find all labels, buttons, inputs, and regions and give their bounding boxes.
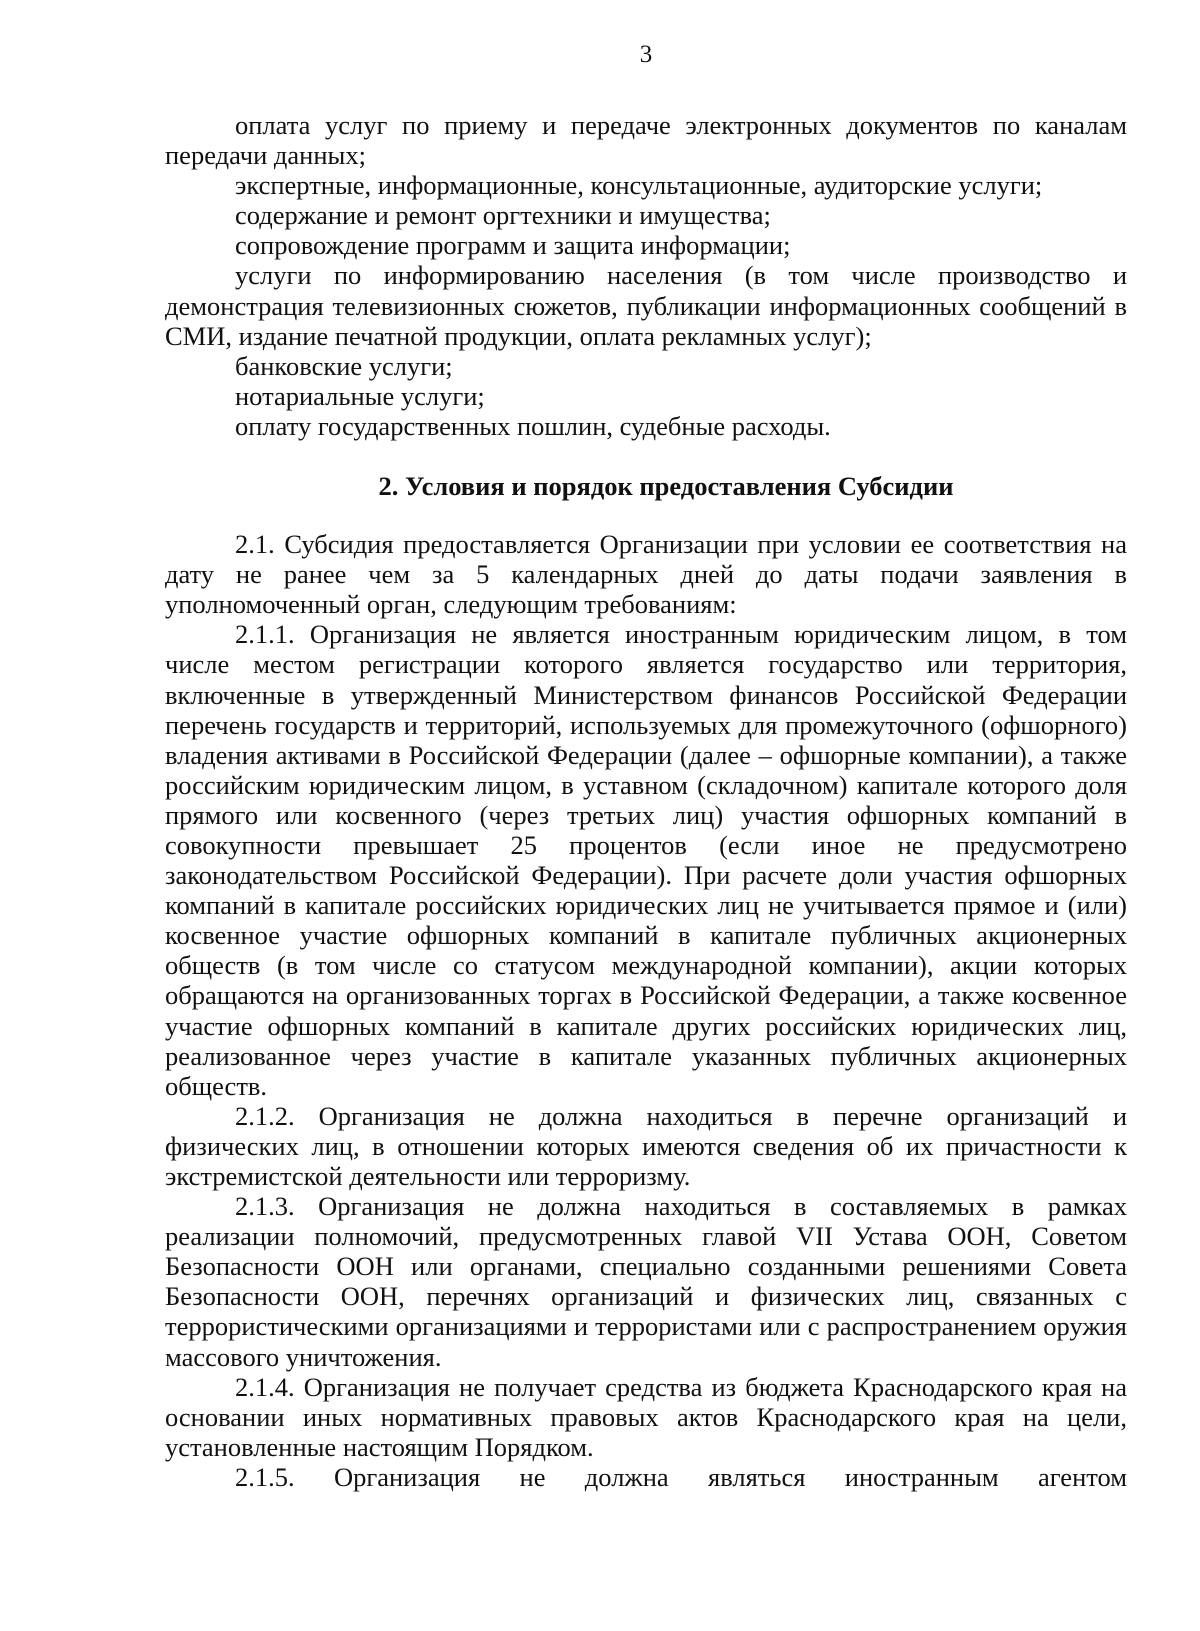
section-heading: 2. Условия и порядок предоставления Субсидии — [378, 471, 954, 502]
expense-list — [165, 110, 1127, 441]
paragraph-2-1-2: 2.1.2. Организация не должна находиться в перечне организаций и физических лиц, в отношении которых имеются сведения об их причастности к экстремистской деятельности или терроризму. — [165, 1100, 1127, 1191]
document-page — [165, 40, 1127, 1492]
paragraph-2-1-5: 2.1.5. Организация не должна являться иностранным агентом — [235, 1461, 1127, 1492]
paragraph-2-1-3: 2.1.3. Организация не должна находиться в составляемых в рамках реализации полномочий, предусмотренных главой VII Устава ООН, Советом Безопасности ООН или органами, специально созданными решениями Совета Безопасности ООН, перечнях организаций и физических лиц, связанных с террористическими организациями и террористами или с распространением оружия массового уничтожения. — [165, 1191, 1127, 1372]
list-item: сопровождение программ и защита информации; — [235, 230, 791, 261]
list-item: содержание и ремонт оргтехники и имущества; — [235, 200, 771, 231]
paragraph-2-1: 2.1. Субсидия предоставляется Организации при условии ее соответствия на дату не ранее чем за 5 календарных дней до даты подачи заявления в уполномоченный орган, следующим требованиям: — [165, 529, 1127, 620]
paragraph-2-1-4: 2.1.4. Организация не получает средства из бюджета Краснодарского края на основании иных нормативных правовых актов Краснодарского края на цели, установленные настоящим Порядком. — [165, 1371, 1127, 1462]
section-body — [165, 529, 1127, 1492]
list-item: банковские услуги; — [235, 350, 453, 381]
page-number: 3 — [639, 41, 653, 68]
list-item: услуги по информированию населения (в том числе производство и демонстрация телевизионных сюжетов, публикации информационных сообщений в СМИ, издание печатной продукции, оплата рекламных услуг); — [165, 260, 1127, 351]
paragraph-2-1-1: 2.1.1. Организация не является иностранным юридическим лицом, в том числе местом регистрации которого является государство или территория, включенные в утвержденный Министерством финансов Российской Федерации перечень государств и территорий, используемых для промежуточного (офшорного) владения активами в Российской Федерации (далее – офшорные компании), а также российским юридическим лицом, в уставном (складочном) капитале которого доля прямого или косвенного (через третьих лиц) участия офшорных компаний в совокупности превышает 25 процентов (если иное не предусмотрено законодательством Российской Федерации). При расчете доли участия офшорных компаний в капитале российских юридических лиц не учитывается прямое и (или) косвенное участие офшорных компаний в капитале публичных акционерных обществ (в том числе со статусом международной компании), акции которых обращаются на организованных торгах в Российской Федерации, а также косвенное участие офшорных компаний в капитале других российских юридических лиц, реализованное через участие в капитале указанных публичных акционерных обществ. — [165, 619, 1127, 1101]
list-item: экспертные, информационные, консультационные, аудиторские услуги; — [235, 170, 1043, 201]
list-item: нотариальные услуги; — [235, 380, 485, 411]
list-item: оплата услуг по приему и передаче электронных документов по каналам передачи данных; — [165, 110, 1127, 171]
list-item: оплату государственных пошлин, судебные расходы. — [235, 410, 831, 441]
